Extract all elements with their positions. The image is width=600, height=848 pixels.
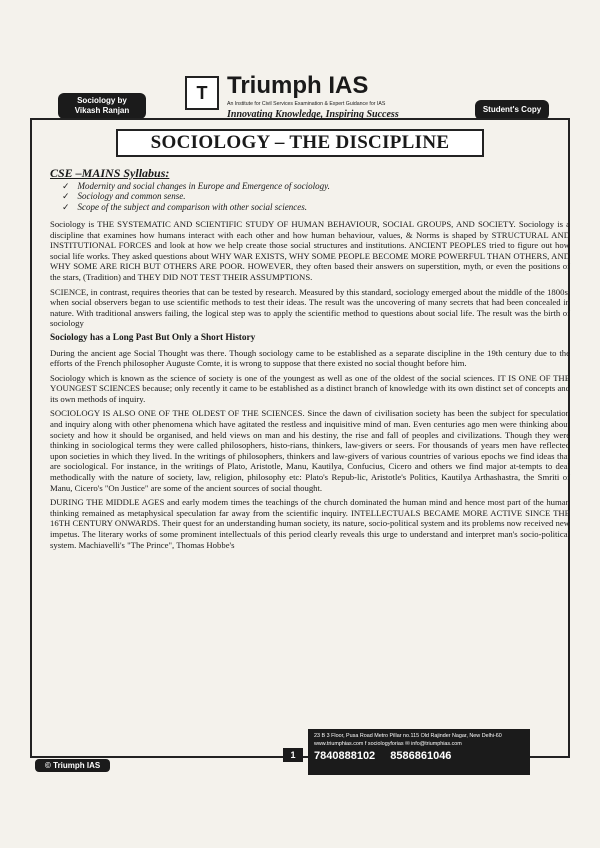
- web-contacts: www.triumphias.com f sociologyforias ✉ info@triumphias.com: [314, 741, 462, 747]
- brand-logo: [185, 74, 425, 122]
- contact-box: [308, 729, 530, 775]
- paragraph-oldest-sciences: SOCIOLOGY IS ALSO ONE OF THE OLDEST OF THE SCIENCES. Since the dawn of civilisation society has been the subject for speculation and inquiry along with other phenomena which have agitated the restless and inquisitive mind of man. Even centuries ago men were thinking about society and how it should be organised, and held views on man and his destiny, the rise and fall of peoples and civilizations. Though they were thinking in sociological terms they were called philosophers, histo-rians, thinkers, law-givers or seers. For thousands of years men have reflected upon societies in which they lived. In the writings of philosophers, thinkers and law-givers of various countries of various epochs we find ideas that are sociological. For instance, in the writings of Plato, Aristotle, Manu, Kautilya, Confucius, Cicero and others we find major at-tempts to deal methodically with the nature of society, law, religion, philosophy etc: Plato's Repub-lic, Aristotle's Politics, Kautilya Arthashastra, the Smriti of Manu, Cicero's "On Justice" are some of the ancient sources of social thought.: [50, 408, 570, 493]
- phone-numbers: [314, 750, 524, 762]
- paragraph-ancient-age: During the ancient age Social Thought was there. Though sociology came to be established as a separate discipline in the 19th century due to the efforts of the French philosopher Auguste Comte, it is wrong to suppose that there existed no social thought before him.: [50, 347, 570, 369]
- paragraph-definition: Sociology is THE SYSTEMATIC AND SCIENTIFIC STUDY OF HUMAN BEHAVIOUR, SOCIAL GROUPS, AND SOCIETY. Sociology is a discipline that examines how humans interact with each other and how human behaviour, values, & Norms is shaped by STRUCTURAL AND INSTITUTIONAL FORCES and look at how we help create those social structures and institutions. ANCIENT PEOPLES tried to figure out how social life works. They asked questions about WHY WAR EXISTS, WHY SOME PEOPLE BECOME MORE POWERFUL THAN OTHERS, AND WHY SOME ARE RICH BUT OTHERS ARE POOR. HOWEVER, they often based their answers on superstition, myth, or even the positions of the stars, (Tradition) and THEY DID NOT TEST THEIR ASSUMPTIONS.: [50, 218, 570, 282]
- paragraph-youngest-oldest: Sociology which is known as the science of society is one of the youngest as well as one of the oldest of the social sciences. IT IS ONE OF THE YOUNGEST SCIENCES because; only recently it came to be established as a distinct branch of knowledge with its own distinct set of concepts and its own methods of inquiry.: [50, 372, 570, 404]
- checkmark-icon: ✓: [62, 202, 70, 213]
- author-badge-line1: Sociology by: [77, 96, 127, 105]
- author-badge-line2: Vikash Ranjan: [74, 106, 130, 115]
- section-subheading: Sociology has a Long Past But Only a Short History: [50, 332, 256, 343]
- address: 23 B 3 Floor, Pusa Road Metro Pillar no.115 Old Rajinder Nagar, New Delhi-60: [314, 733, 502, 739]
- checkmark-icon: ✓: [62, 191, 70, 202]
- checkmark-icon: ✓: [62, 180, 70, 191]
- syllabus-heading: CSE –MAINS Syllabus:: [50, 166, 170, 180]
- logo-subtitle: An Institute for Civil Services Examination & Expert Guidance for IAS: [227, 101, 386, 107]
- logo-tagline: Innovating Knowledge, Inspiring Success: [227, 109, 399, 120]
- syllabus-item: ✓ Sociology and common sense.: [62, 191, 186, 202]
- document-body: [50, 168, 570, 554]
- paragraph-science: SCIENCE, in contrast, requires theories that can be tested by research. Measured by this standard, sociology emerged about the middle of the 1800s, when social observers began to use scientific methods to test their ideas. The result was the uncovering of many secrets that had been concealed in nature. With traditional answers failing, the logical step was to apply the scientific method to questions about social life. The result was the birth of sociology: [50, 286, 570, 329]
- students-copy-badge: Student's Copy: [475, 100, 549, 120]
- phone-2: 8586861046: [390, 750, 452, 762]
- syllabus-item: ✓ Scope of the subject and comparison with other social sciences.: [62, 202, 308, 213]
- syllabus-item: ✓ Modernity and social changes in Europe and Emergence of sociology.: [62, 180, 330, 191]
- phone-1: 7840888102: [314, 750, 376, 762]
- paragraph-middle-ages: DURING THE MIDDLE AGES and early modem times the teachings of the church dominated the human mind and hence most part of the human thinking remained as metaphysical speculation far away from the scientific inquiry. INTELLECTUALS BECAME MORE ACTIVE SINCE THE 16TH CENTURY ONWARDS. Their quest for an understanding human society, its nature, socio-political system and its problems now received new impetus. The literary works of some prominent intellectuals of this period clearly reveals this urge to understand and interpret man's socio-political system. Machiavelli's "The Prince", Thomas Hobbe's: [50, 497, 570, 550]
- page-title: SOCIOLOGY – THE DISCIPLINE: [116, 129, 484, 157]
- syllabus-list: [62, 181, 570, 213]
- logo-mark-icon: T: [185, 76, 219, 110]
- logo-title: Triumph IAS: [227, 72, 369, 99]
- copyright-badge: © Triumph IAS: [35, 759, 110, 772]
- page-number: 1: [283, 748, 303, 762]
- author-badge: [58, 93, 146, 119]
